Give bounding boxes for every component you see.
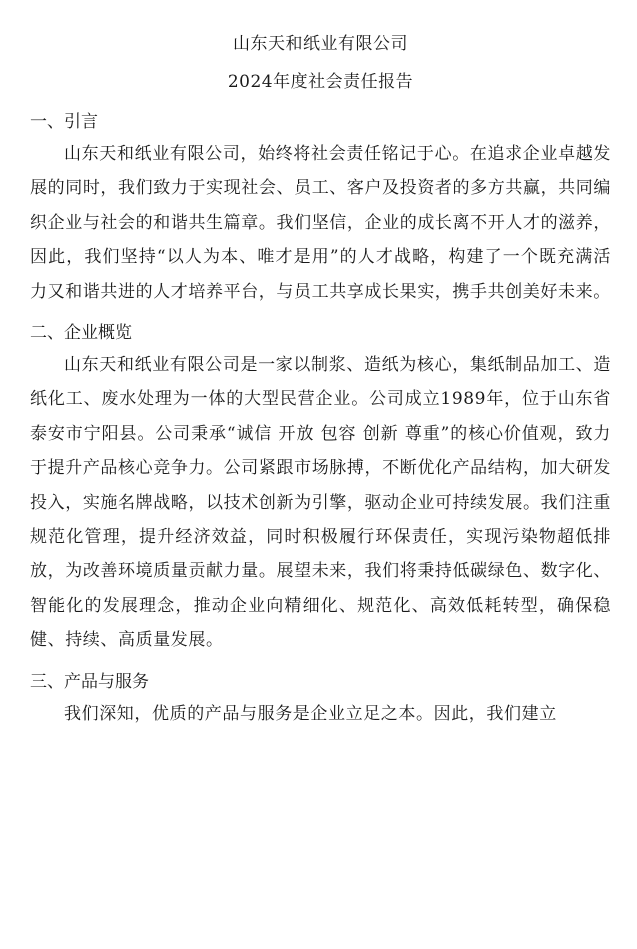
section-paragraph: 山东天和纸业有限公司，始终将社会责任铭记于心。在追求企业卓越发展的同时，我们致力于实现社会、员工、客户及投资者的多方共赢，共同编织企业与社会的和谐共生篇章。我们坚信，企业的成长离不开人才的滋养，因此，我们坚持“以人为本、唯才是用”的人才战略，构建了一个既充满活力又和谐共进的人才培养平台，与员工共享成长果实，携手共创美好未来。 [30,144,611,302]
section-heading: 三、产品与服务 [30,671,149,692]
section-products-services [30,672,611,731]
section-paragraph: 山东天和纸业有限公司是一家以制浆、造纸为核心，集纸制品加工、造纸化工、废水处理为一体的大型民营企业。公司成立1989年，位于山东省泰安市宁阳县。公司秉承“诚信 开放 包容 创新 尊重”的核心价值观，致力于提升产品核心竞争力。公司紧跟市场脉搏，不断优化产品结构，加大研发投入，实施名牌战略，以技术创新为引擎，驱动企业可持续发展。我们注重规范化管理，提升经济效益，同时积极履行环保责任，实现污染物超低排放，为改善环境质量贡献力量。展望未来，我们将秉持低碳绿色、数字化、智能化的发展理念，推动企业向精细化、规范化、高效低耗转型，确保稳健、持续、高质量发展。 [30,355,611,651]
section-introduction [30,112,611,309]
section-paragraph: 我们深知，优质的产品与服务是企业立足之本。因此，我们建立 [64,703,557,724]
section-heading: 二、企业概览 [30,323,132,344]
company-title: 山东天和纸业有限公司 [233,34,408,54]
section-heading: 一、引言 [30,112,98,132]
section-company-overview [30,323,611,658]
report-title: 2024年度社会责任报告 [227,72,414,92]
